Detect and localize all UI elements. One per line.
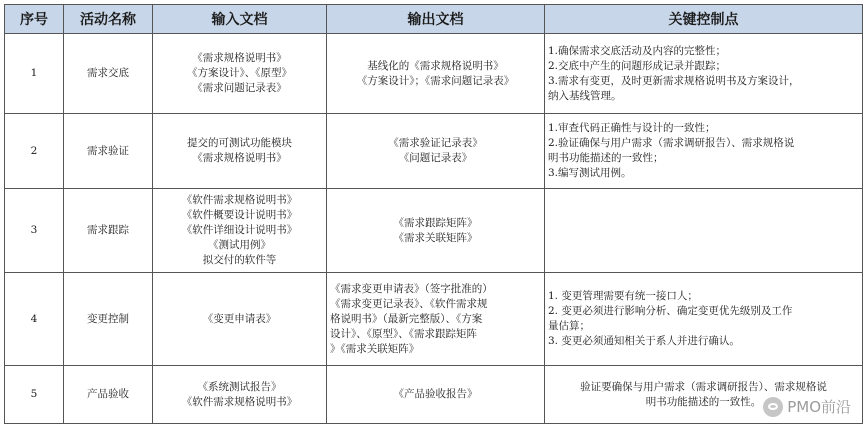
row-controls xyxy=(545,114,863,189)
row-inputs xyxy=(153,114,327,189)
control-point: 纳入基线管理。 xyxy=(548,89,622,102)
header-row xyxy=(5,5,863,34)
control-point: 3. 变更必须通知相关于系人并进行确认。 xyxy=(548,335,740,347)
output-doc: 格说明书》（最新完整版）、《方案 xyxy=(330,312,483,325)
control-point: 量估算； xyxy=(548,320,590,332)
row-outputs xyxy=(327,34,545,114)
output-doc: 《需求变更记录表》、《软件需求规 xyxy=(330,297,488,310)
table-row xyxy=(5,273,863,366)
row-no: 1 xyxy=(5,34,64,114)
input-doc: 《软件需求规格说明书》 xyxy=(181,194,298,206)
header-outputs: 输出文档 xyxy=(327,5,545,34)
row-activity: 需求验证 xyxy=(64,114,153,189)
output-doc: 《需求变更申请表》（签字批准的） xyxy=(330,282,493,295)
input-doc: 拟交付的软件等 xyxy=(202,254,277,266)
control-point: 3.需求有变更，及时更新需求规格说明书及方案设计， xyxy=(548,74,800,87)
row-inputs xyxy=(153,366,327,424)
table-row xyxy=(5,114,863,189)
row-inputs xyxy=(153,273,327,366)
table-row xyxy=(5,34,863,114)
control-point: 2.交底中产生的问题形成记录并跟踪； xyxy=(548,59,727,72)
row-controls xyxy=(545,34,863,114)
watermark-text: PMO前沿 xyxy=(787,398,851,416)
input-doc: 《变更申请表》 xyxy=(202,312,277,325)
input-doc: 《软件需求规格说明书》 xyxy=(181,395,298,408)
row-outputs xyxy=(327,366,545,424)
output-doc: 《问题记录表》 xyxy=(398,152,473,164)
header-no: 序号 xyxy=(5,5,64,34)
header-inputs: 输入文档 xyxy=(153,5,327,34)
output-doc: 》《需求关联矩阵》 xyxy=(330,342,420,355)
table-row xyxy=(5,189,863,273)
row-controls xyxy=(545,273,863,366)
control-point: 2. 变更必须进行影响分析、确定变更优先级别及工作 xyxy=(548,305,793,317)
row-outputs xyxy=(327,189,545,273)
input-doc: 《需求问题记录表》 xyxy=(192,82,287,94)
row-outputs xyxy=(327,114,545,189)
control-point: 明书功能描述的一致性。 xyxy=(645,395,762,408)
row-no: 4 xyxy=(5,273,64,366)
row-activity: 需求跟踪 xyxy=(64,189,153,273)
output-doc: 《需求关联矩阵》 xyxy=(393,231,478,244)
control-point: 1. 变更管理需要有统一接口人； xyxy=(548,290,698,302)
input-doc: 提交的可测试功能模块 xyxy=(187,137,292,149)
row-inputs xyxy=(153,34,327,114)
row-outputs xyxy=(327,273,545,366)
watermark xyxy=(763,396,851,417)
control-point: 1.确保需求交底活动及内容的完整性； xyxy=(548,44,727,57)
requirements-control-table xyxy=(4,4,863,424)
input-doc: 《系统测试报告》 xyxy=(197,380,282,393)
table-row xyxy=(5,366,863,424)
output-doc: 设计》、《原型》、《需求跟踪矩阵 xyxy=(330,327,477,340)
row-no: 3 xyxy=(5,189,64,273)
output-doc: 《方案设计》；《需求问题记录表》 xyxy=(356,74,515,87)
control-point: 3.编写测试用例。 xyxy=(548,167,632,179)
control-point: 明书功能描述的一致性； xyxy=(548,152,664,164)
row-no: 2 xyxy=(5,114,64,189)
row-no: 5 xyxy=(5,366,64,424)
row-controls xyxy=(545,189,863,273)
input-doc: 《测试用例》 xyxy=(208,239,271,251)
wechat-icon xyxy=(763,397,783,417)
row-activity: 产品验收 xyxy=(64,366,153,424)
input-doc: 《需求规格说明书》 xyxy=(192,152,287,164)
row-activity: 需求交底 xyxy=(64,34,153,114)
output-doc: 《需求验证记录表》 xyxy=(388,137,483,149)
row-inputs xyxy=(153,189,327,273)
output-doc: 《产品验收报告》 xyxy=(393,388,478,400)
row-activity: 变更控制 xyxy=(64,273,153,366)
control-point: 1.审查代码正确性与设计的一致性； xyxy=(548,122,716,134)
header-controls: 关键控制点 xyxy=(545,5,863,34)
header-activity: 活动名称 xyxy=(64,5,153,34)
input-doc: 《方案设计》、《原型》 xyxy=(187,67,292,79)
output-doc: 《需求跟踪矩阵》 xyxy=(393,216,478,229)
input-doc: 《软件概要设计说明书》 xyxy=(181,209,298,221)
input-doc: 《需求规格说明书》 xyxy=(192,52,287,64)
control-point: 验证要确保与用户需求（需求调研报告）、需求规格说 xyxy=(580,380,827,393)
input-doc: 《软件详细设计说明书》 xyxy=(181,224,298,236)
output-doc: 基线化的《需求规格说明书》 xyxy=(367,59,504,72)
control-point: 2.验证确保与用户需求（需求调研报告）、需求规格说 xyxy=(548,137,795,149)
